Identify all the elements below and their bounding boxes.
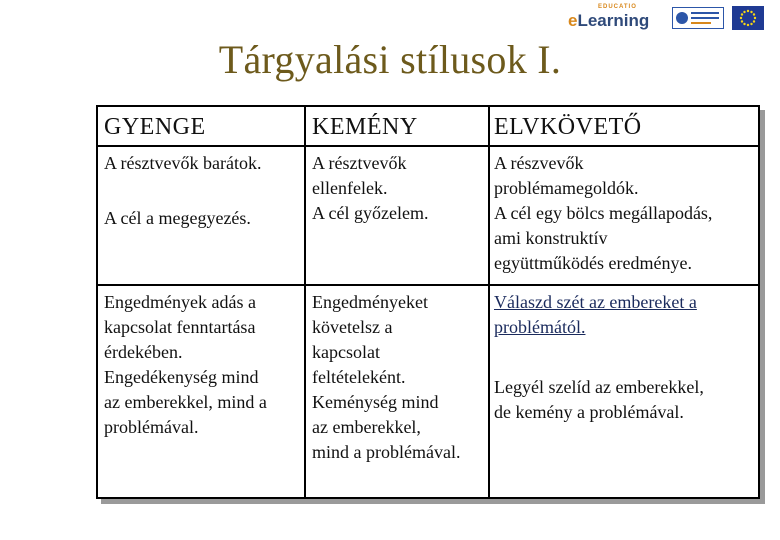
elearning-logo [568,4,664,32]
separate-people-link-line1[interactable]: Válaszd szét az embereket a [494,292,697,312]
header-gyenge: GYENGE [104,114,206,140]
elearning-logo-text: eLearning [568,11,650,30]
row1-col2: A résztvevők ellenfelek. A cél győzelem. [312,153,429,223]
row-divider [98,145,758,147]
eu-flag-icon [732,6,764,30]
separate-people-link-line2[interactable]: problémától. [494,317,586,337]
header-kemeny: KEMÉNY [312,114,418,140]
styles-table [96,105,760,499]
row1-col3: A részvevők problémamegoldók. A cél egy bölcs megállapodás, ami konstruktív együttműködés eredménye. [494,153,713,273]
column-divider [488,107,490,497]
row-divider [98,284,758,286]
row1-col1: A résztvevők barátok. A cél a megegyezés. [104,153,262,228]
logo-mark-icon [676,12,688,24]
column-divider [304,107,306,497]
row2-col1: Engedmények adás a kapcsolat fenntartása érdekében. Engedékenység mind az emberekkel, mind a problémával. [104,292,267,437]
row2-col3: Válaszd szét az embereket a problémától. Legyél szelíd az emberekkel, de kemény a problémával. [494,290,756,425]
slide-title: Tárgyalási stílusok I. [218,37,562,82]
row2-col2: Engedményeket követelsz a kapcsolat feltételeként. Keménység mind az emberekkel, mind a problémával. [312,292,461,462]
header-elvkoveto: ELVKÖVETŐ [494,114,642,140]
header-logos [568,4,764,32]
elearning-logo-top: EDUCATIO [598,4,637,10]
uj-magyarorszag-logo [672,7,724,29]
